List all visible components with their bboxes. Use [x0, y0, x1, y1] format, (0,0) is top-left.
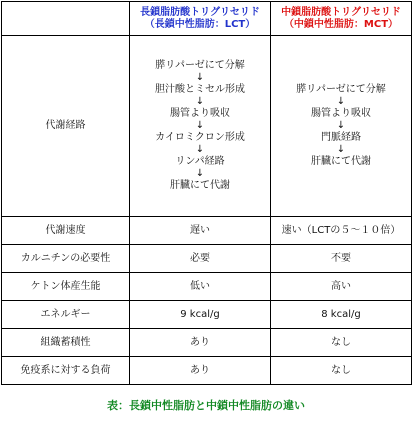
- lct-value: あり: [130, 329, 271, 357]
- table-row: [2, 217, 412, 245]
- row-label: 代謝速度: [2, 217, 130, 245]
- row-label: エネルギー: [2, 301, 130, 329]
- down-arrow-icon: ↓: [195, 96, 205, 107]
- table-caption: 表：長鎖中性脂肪と中鎖中性脂肪の違い: [107, 399, 305, 412]
- mct-value: 8 kcal/g: [271, 301, 412, 329]
- lct-pathway-step: カイロミクロン形成: [155, 132, 245, 143]
- down-arrow-icon: ↓: [336, 120, 346, 131]
- mct-pathway-step: 腸管より吸収: [311, 108, 371, 119]
- lct-pathway-step: 胆汁酸とミセル形成: [155, 84, 245, 95]
- down-arrow-icon: ↓: [195, 72, 205, 83]
- down-arrow-icon: ↓: [195, 168, 205, 179]
- table-row: [2, 301, 412, 329]
- table-row: [2, 329, 412, 357]
- lct-value: あり: [130, 357, 271, 385]
- lct-value: 9 kcal/g: [130, 301, 271, 329]
- mct-header: [271, 2, 412, 36]
- empty-corner-cell: [2, 2, 130, 36]
- mct-pathway-steps: [271, 84, 411, 168]
- lct-pathway-step: 膵リパーゼにて分解: [155, 60, 245, 71]
- table-row: [2, 357, 412, 385]
- lct-pathway-step: 肝臓にて代謝: [170, 180, 230, 191]
- mct-value: 不要: [271, 245, 412, 273]
- mct-header-line1: 中鎖脂肪酸トリグリセリド: [281, 6, 401, 18]
- row-label: ケトン体産生能: [2, 273, 130, 301]
- lct-value: 低い: [130, 273, 271, 301]
- mct-value: 速い（LCTの５〜１０倍）: [271, 217, 412, 245]
- down-arrow-icon: ↓: [336, 144, 346, 155]
- lct-pathway-cell: [130, 36, 271, 217]
- mct-pathway-step: 門脈経路: [321, 132, 361, 143]
- lct-header-line1: 長鎖脂肪酸トリグリセリド: [140, 6, 260, 18]
- mct-value: 高い: [271, 273, 412, 301]
- pathway-row: [2, 36, 412, 217]
- mct-value: なし: [271, 329, 412, 357]
- row-label: 免疫系に対する負荷: [2, 357, 130, 385]
- header-row: [2, 2, 412, 36]
- mct-pathway-step: 肝臓にて代謝: [311, 156, 371, 167]
- down-arrow-icon: ↓: [195, 120, 205, 131]
- down-arrow-icon: ↓: [195, 144, 205, 155]
- pathway-label: 代謝経路: [2, 36, 130, 217]
- lct-value: 遅い: [130, 217, 271, 245]
- lct-pathway-step: リンパ経路: [175, 156, 225, 167]
- lct-header-line2: （長鎖中性脂肪：LCT）: [144, 18, 256, 30]
- mct-header-line2: （中鎖中性脂肪：MCT）: [283, 18, 399, 30]
- row-label: 組織蓄積性: [2, 329, 130, 357]
- down-arrow-icon: ↓: [336, 96, 346, 107]
- lct-pathway-steps: [130, 60, 270, 192]
- row-label: カルニチンの必要性: [2, 245, 130, 273]
- lct-mct-comparison-table: [1, 1, 412, 385]
- mct-pathway-step: 膵リパーゼにて分解: [296, 84, 386, 95]
- lct-header: [130, 2, 271, 36]
- table-row: [2, 245, 412, 273]
- lct-value: 必要: [130, 245, 271, 273]
- lct-pathway-step: 腸管より吸収: [170, 108, 230, 119]
- mct-value: なし: [271, 357, 412, 385]
- mct-pathway-cell: [271, 36, 412, 217]
- table-row: [2, 273, 412, 301]
